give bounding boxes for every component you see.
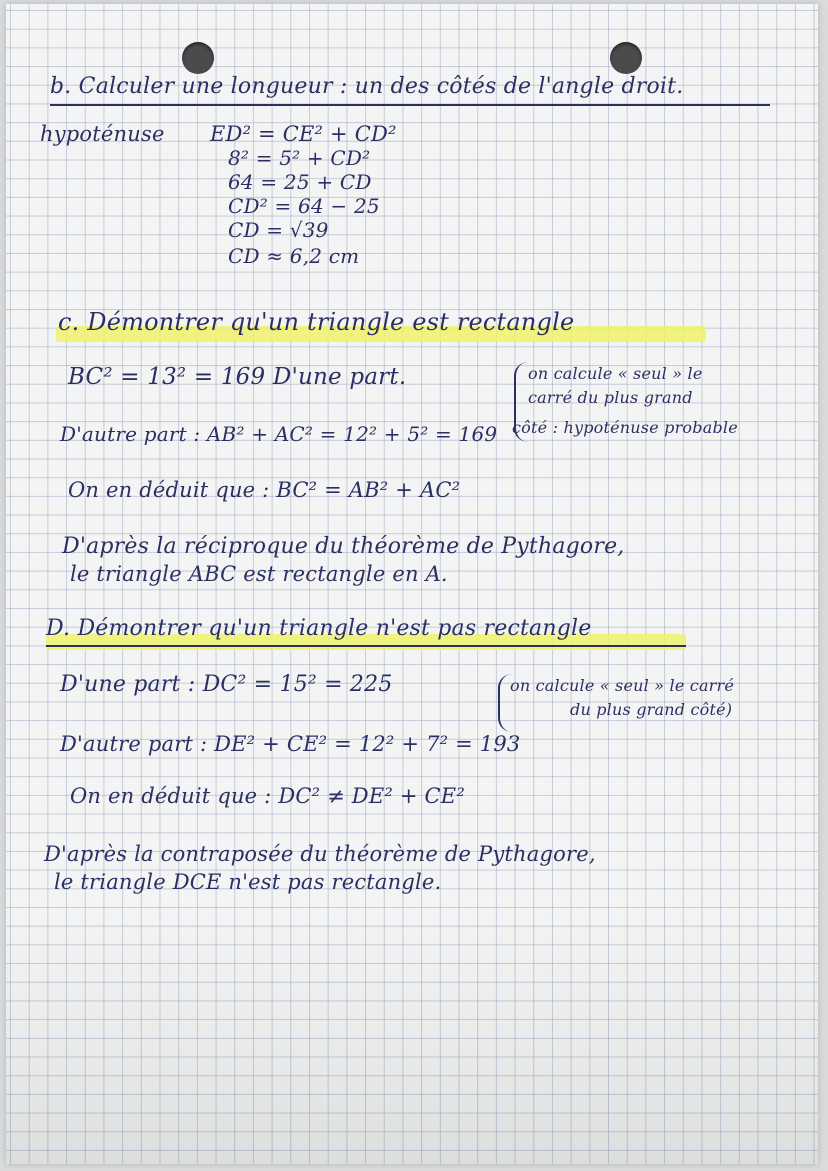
hypotenuse-label: hypoténuse [40,122,165,146]
punch-hole-left [182,42,214,74]
d-note-1: on calcule « seul » le carré [510,676,735,695]
punch-hole-right [610,42,642,74]
d-line-2: D'autre part : DE² + CE² = 12² + 7² = 193 [60,732,521,756]
page-shadow [6,904,818,1164]
c-note-1: on calcule « seul » le [528,364,703,383]
c-note-2: carré du plus grand [528,388,693,407]
section-b-underline [50,104,770,106]
b-line-5: CD = √39 [228,218,329,242]
b-line-3: 64 = 25 + CD [228,170,372,194]
b-line-4: CD² = 64 − 25 [228,194,380,218]
d-line-1: D'une part : DC² = 15² = 225 [60,672,393,697]
d-conclusion-1: D'après la contraposée du théorème de Pythagore, [44,842,596,866]
b-line-1: ED² = CE² + CD² [210,122,397,146]
c-note-3: côté : hypoténuse probable [512,418,738,437]
section-d-title: D. Démontrer qu'un triangle n'est pas rectangle [46,616,592,641]
d-line-3: On en déduit que : DC² ≠ DE² + CE² [70,784,465,808]
b-line-6: CD ≈ 6,2 cm [228,244,360,268]
c-conclusion-1: D'après la réciproque du théorème de Pythagore, [62,534,625,559]
section-d-underline [46,645,686,647]
d-note-2: du plus grand côté) [570,700,733,719]
c-line-1: BC² = 13² = 169 D'une part. [68,364,407,390]
section-b-title: b. Calculer une longueur : un des côtés de l'angle droit. [50,74,684,99]
c-line-2: D'autre part : AB² + AC² = 12² + 5² = 169 [60,422,498,446]
b-line-2: 8² = 5² + CD² [228,146,371,170]
notebook-page [6,4,818,1164]
section-c-title: c. Démontrer qu'un triangle est rectangle [58,308,575,336]
c-line-3: On en déduit que : BC² = AB² + AC² [68,478,461,502]
d-conclusion-2: le triangle DCE n'est pas rectangle. [54,870,442,894]
c-conclusion-2: le triangle ABC est rectangle en A. [70,562,448,586]
